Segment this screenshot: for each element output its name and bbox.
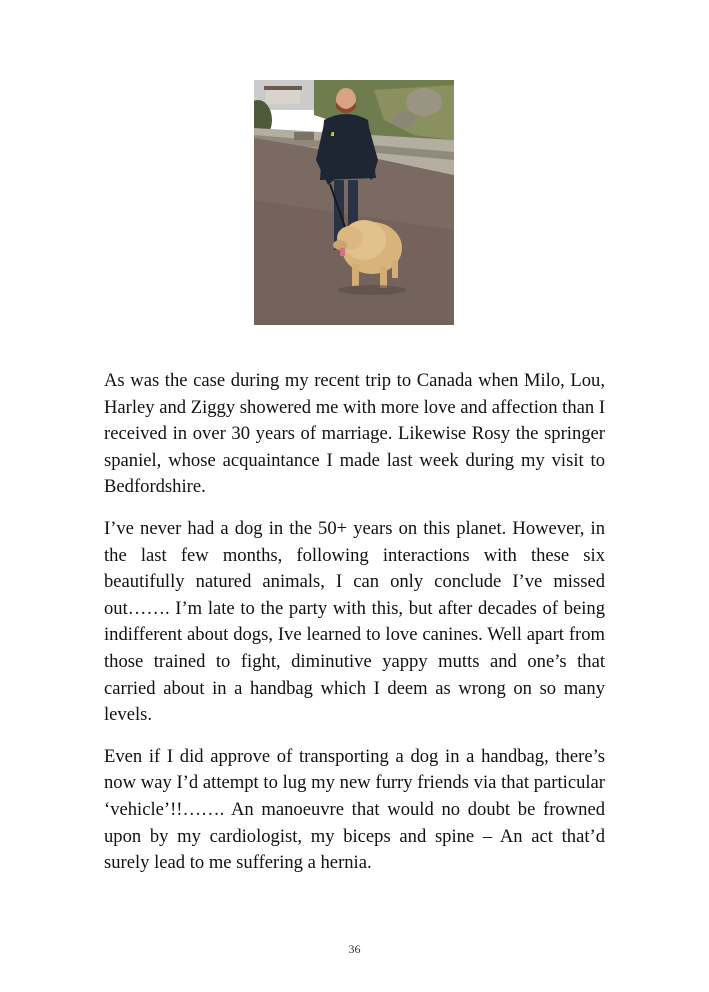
paragraph-3: Even if I did approve of transporting a dog in a handbag, there’s now way I’d attempt to lug my new furry friends via that particular ‘vehicle’!!……. An manoeuvre that would no doubt be frowned upon by my cardiologist, my biceps and spine – An act that’d surely lead to me suffering a hernia. — [104, 745, 605, 874]
photo-illustration — [254, 80, 454, 325]
body-text — [104, 368, 605, 892]
paragraph-2: I’ve never had a dog in the 50+ years on this planet. However, in the last few months, following interactions with these six beautifully natured animals, I can only conclude I’ve missed out……. I’m late to the party with this, but after decades of being indifferent about dogs, Ive learned to love canines. Well apart from those trained to fight, diminutive yappy mutts and one’s that carried about in a handbag which I deem as wrong on so many levels. — [104, 517, 605, 726]
page-number: 36 — [348, 942, 361, 956]
man-walking-dog-photo — [254, 80, 454, 325]
paragraph-1: As was the case during my recent trip to Canada when Milo, Lou, Harley and Ziggy showered me with more love and affection than I received in over 30 years of marriage. Likewise Rosy the springer spaniel, whose acquaintance I made last week during my visit to Bedfordshire. — [104, 370, 606, 498]
